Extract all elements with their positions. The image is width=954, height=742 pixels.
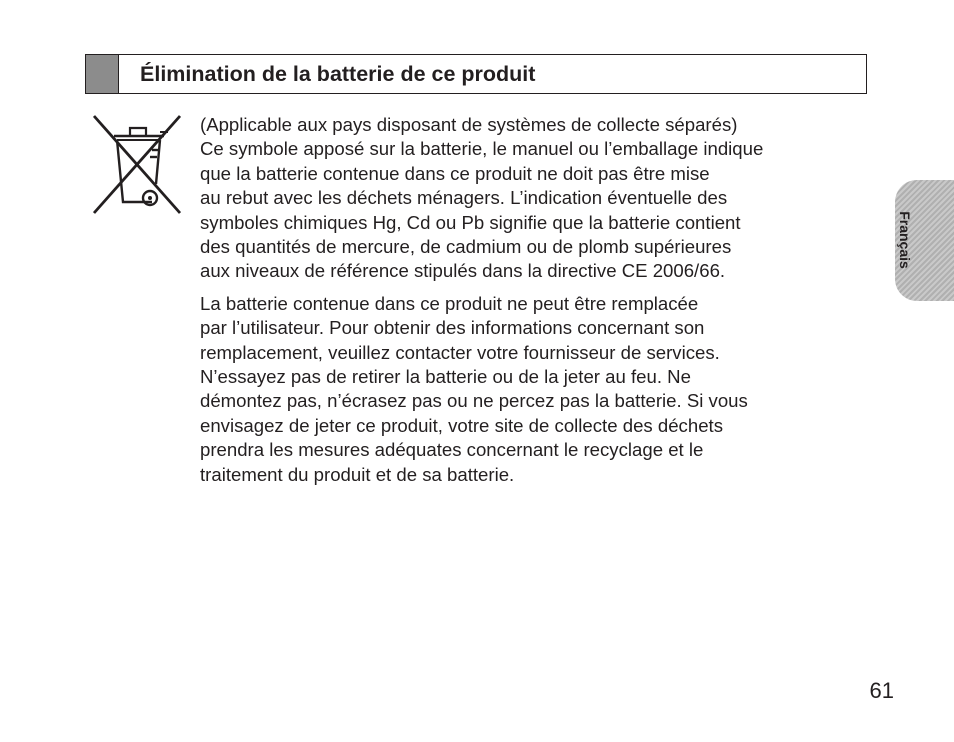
section-title: Élimination de la batterie de ce produit: [140, 61, 536, 86]
crossed-out-wheelie-bin-icon: [92, 114, 184, 216]
section-header-marker: [86, 55, 119, 93]
paragraph-battery-symbol: (Applicable aux pays disposant de systèmes de collecte séparés) Ce symbole apposé sur la batterie, le manuel ou l’emballage indique que la batterie contenue dans ce produit ne doit pas être mise au rebut avec les déchets ménagers. L’indication éventuelle des symboles chimiques Hg, Cd ou Pb signifie que la batterie contient des quantités de mercure, de cadmium ou de plomb supérieures aux niveaux de référence stipulés dans la directive CE 2006/66.: [200, 114, 764, 282]
page-number: 61: [869, 678, 894, 703]
section-header: [85, 54, 867, 94]
paragraph-battery-replacement: La batterie contenue dans ce produit ne peut être remplacée par l’utilisateur. Pour obtenir des informations concernant son remplacement, veuillez contacter votre fournisseur de services. N’essayez pas de retirer la batterie ou de la jeter au feu. Ne démontez pas, n’écrasez pas ou ne percez pas la batterie. Si vous envisagez de jeter ce produit, votre site de collecte des déchets prendra les mesures adéquates concernant le recyclage et le traitement du produit et de sa batterie.: [200, 292, 748, 485]
body-text: [200, 113, 868, 495]
language-tab: Français: [895, 180, 954, 301]
